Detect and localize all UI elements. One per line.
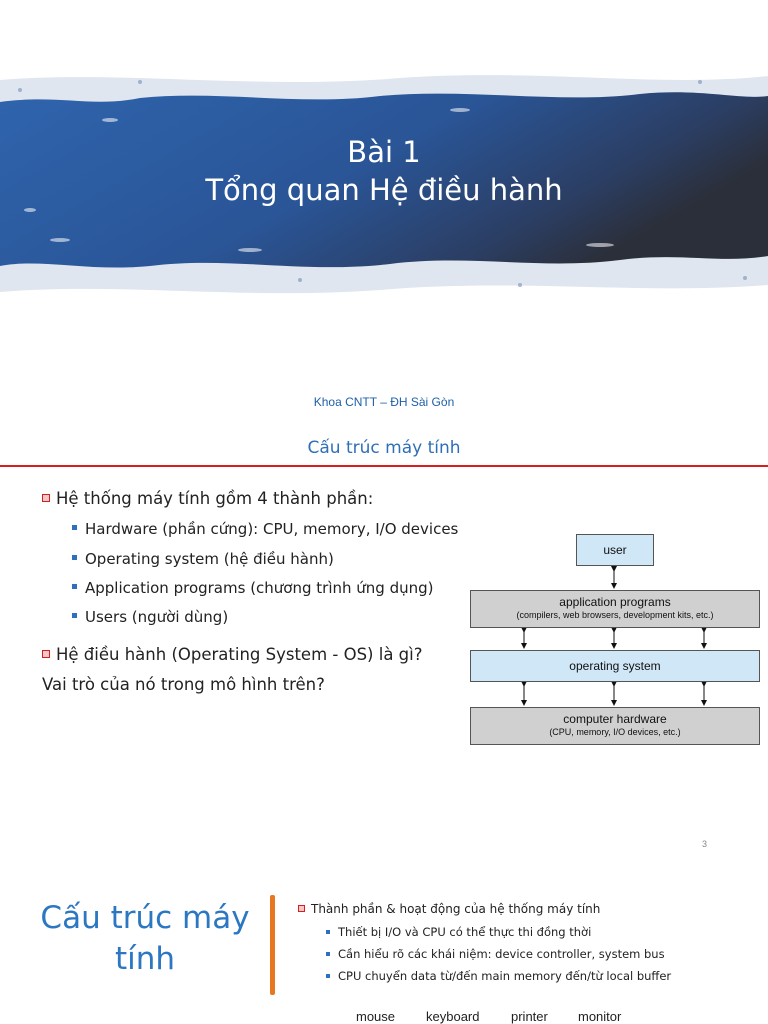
- bullet-square-icon: [326, 952, 330, 956]
- bullet-square-icon: [326, 974, 330, 978]
- slide-subtitle: Khoa CNTT – ĐH Sài Gòn: [313, 395, 455, 409]
- diagram-applications-box: [470, 590, 760, 628]
- sub-bullet-text: CPU chuyển data từ/đến main memory đến/từ local buffer: [338, 969, 672, 983]
- diagram-app-label: application programs: [559, 595, 671, 609]
- diagram-hardware-box: [470, 707, 760, 745]
- bullet-square-icon: [298, 905, 305, 912]
- computer-system-diagram: [470, 532, 760, 744]
- device-label-keyboard: keyboard: [426, 1009, 480, 1024]
- slide3-sub-bullet: [326, 925, 591, 939]
- bullet-square-icon: [72, 613, 77, 618]
- diagram-hw-sublabel: (CPU, memory, I/O devices, etc.): [549, 727, 681, 737]
- sub-bullet-text: Application programs (chương trình ứng dụng): [85, 579, 434, 597]
- slide-title-line2: Tổng quan Hệ điều hành: [205, 173, 563, 207]
- sub-bullet-text: Operating system (hệ điều hành): [85, 550, 334, 568]
- bullet-os-question: [42, 640, 442, 700]
- device-label-monitor: monitor: [578, 1009, 622, 1024]
- bullet-square-icon: [72, 584, 77, 589]
- slide3-title: Cấu trúc máy tính: [40, 900, 250, 977]
- slide3-divider: [270, 895, 275, 995]
- bullet-square-icon: [72, 525, 77, 530]
- slide-title-line1: Bài 1: [347, 135, 421, 169]
- sub-bullet-text: Thiết bị I/O và CPU có thể thực thi đồng thời: [338, 925, 592, 939]
- slide3-bullet: [298, 902, 600, 916]
- bullet-components: [42, 484, 373, 514]
- sub-bullet-text: Cần hiểu rõ các khái niệm: device controller, system bus: [338, 947, 665, 961]
- diagram-user-box: user: [576, 534, 654, 566]
- sub-bullet-text: Hardware (phần cứng): CPU, memory, I/O devices: [85, 520, 459, 538]
- title-divider: [0, 465, 768, 467]
- slide3-sub-bullet: [326, 969, 671, 983]
- diagram-app-sublabel: (compilers, web browsers, development kits, etc.): [516, 610, 714, 620]
- sub-bullet: [72, 519, 458, 539]
- page-number: 3: [702, 839, 708, 849]
- bullet-square-icon: [326, 930, 330, 934]
- sub-bullet: [72, 549, 334, 569]
- bullet-square-icon: [72, 555, 77, 560]
- device-label-printer: printer: [511, 1009, 548, 1024]
- diagram-os-box: operating system: [470, 650, 760, 682]
- slide3-bullet-text: Thành phần & hoạt động của hệ thống máy tính: [311, 902, 601, 916]
- sub-bullet-text: Users (người dùng): [85, 608, 229, 626]
- bullet-text: Hệ điều hành (Operating System - OS) là gì? Vai trò của nó trong mô hình trên?: [42, 645, 423, 694]
- bullet-square-icon: [42, 494, 50, 502]
- sub-bullet: [72, 607, 228, 627]
- device-label-mouse: mouse: [356, 1009, 396, 1024]
- title-slide: [0, 0, 768, 465]
- slide3-sub-bullet: [326, 947, 665, 961]
- sub-bullet: [72, 578, 434, 598]
- diagram-hw-label: computer hardware: [563, 712, 667, 726]
- bullet-text: Hệ thống máy tính gồm 4 thành phần:: [56, 489, 374, 508]
- bullet-square-icon: [42, 650, 50, 658]
- slide2-title: Cấu trúc máy tính: [307, 438, 461, 458]
